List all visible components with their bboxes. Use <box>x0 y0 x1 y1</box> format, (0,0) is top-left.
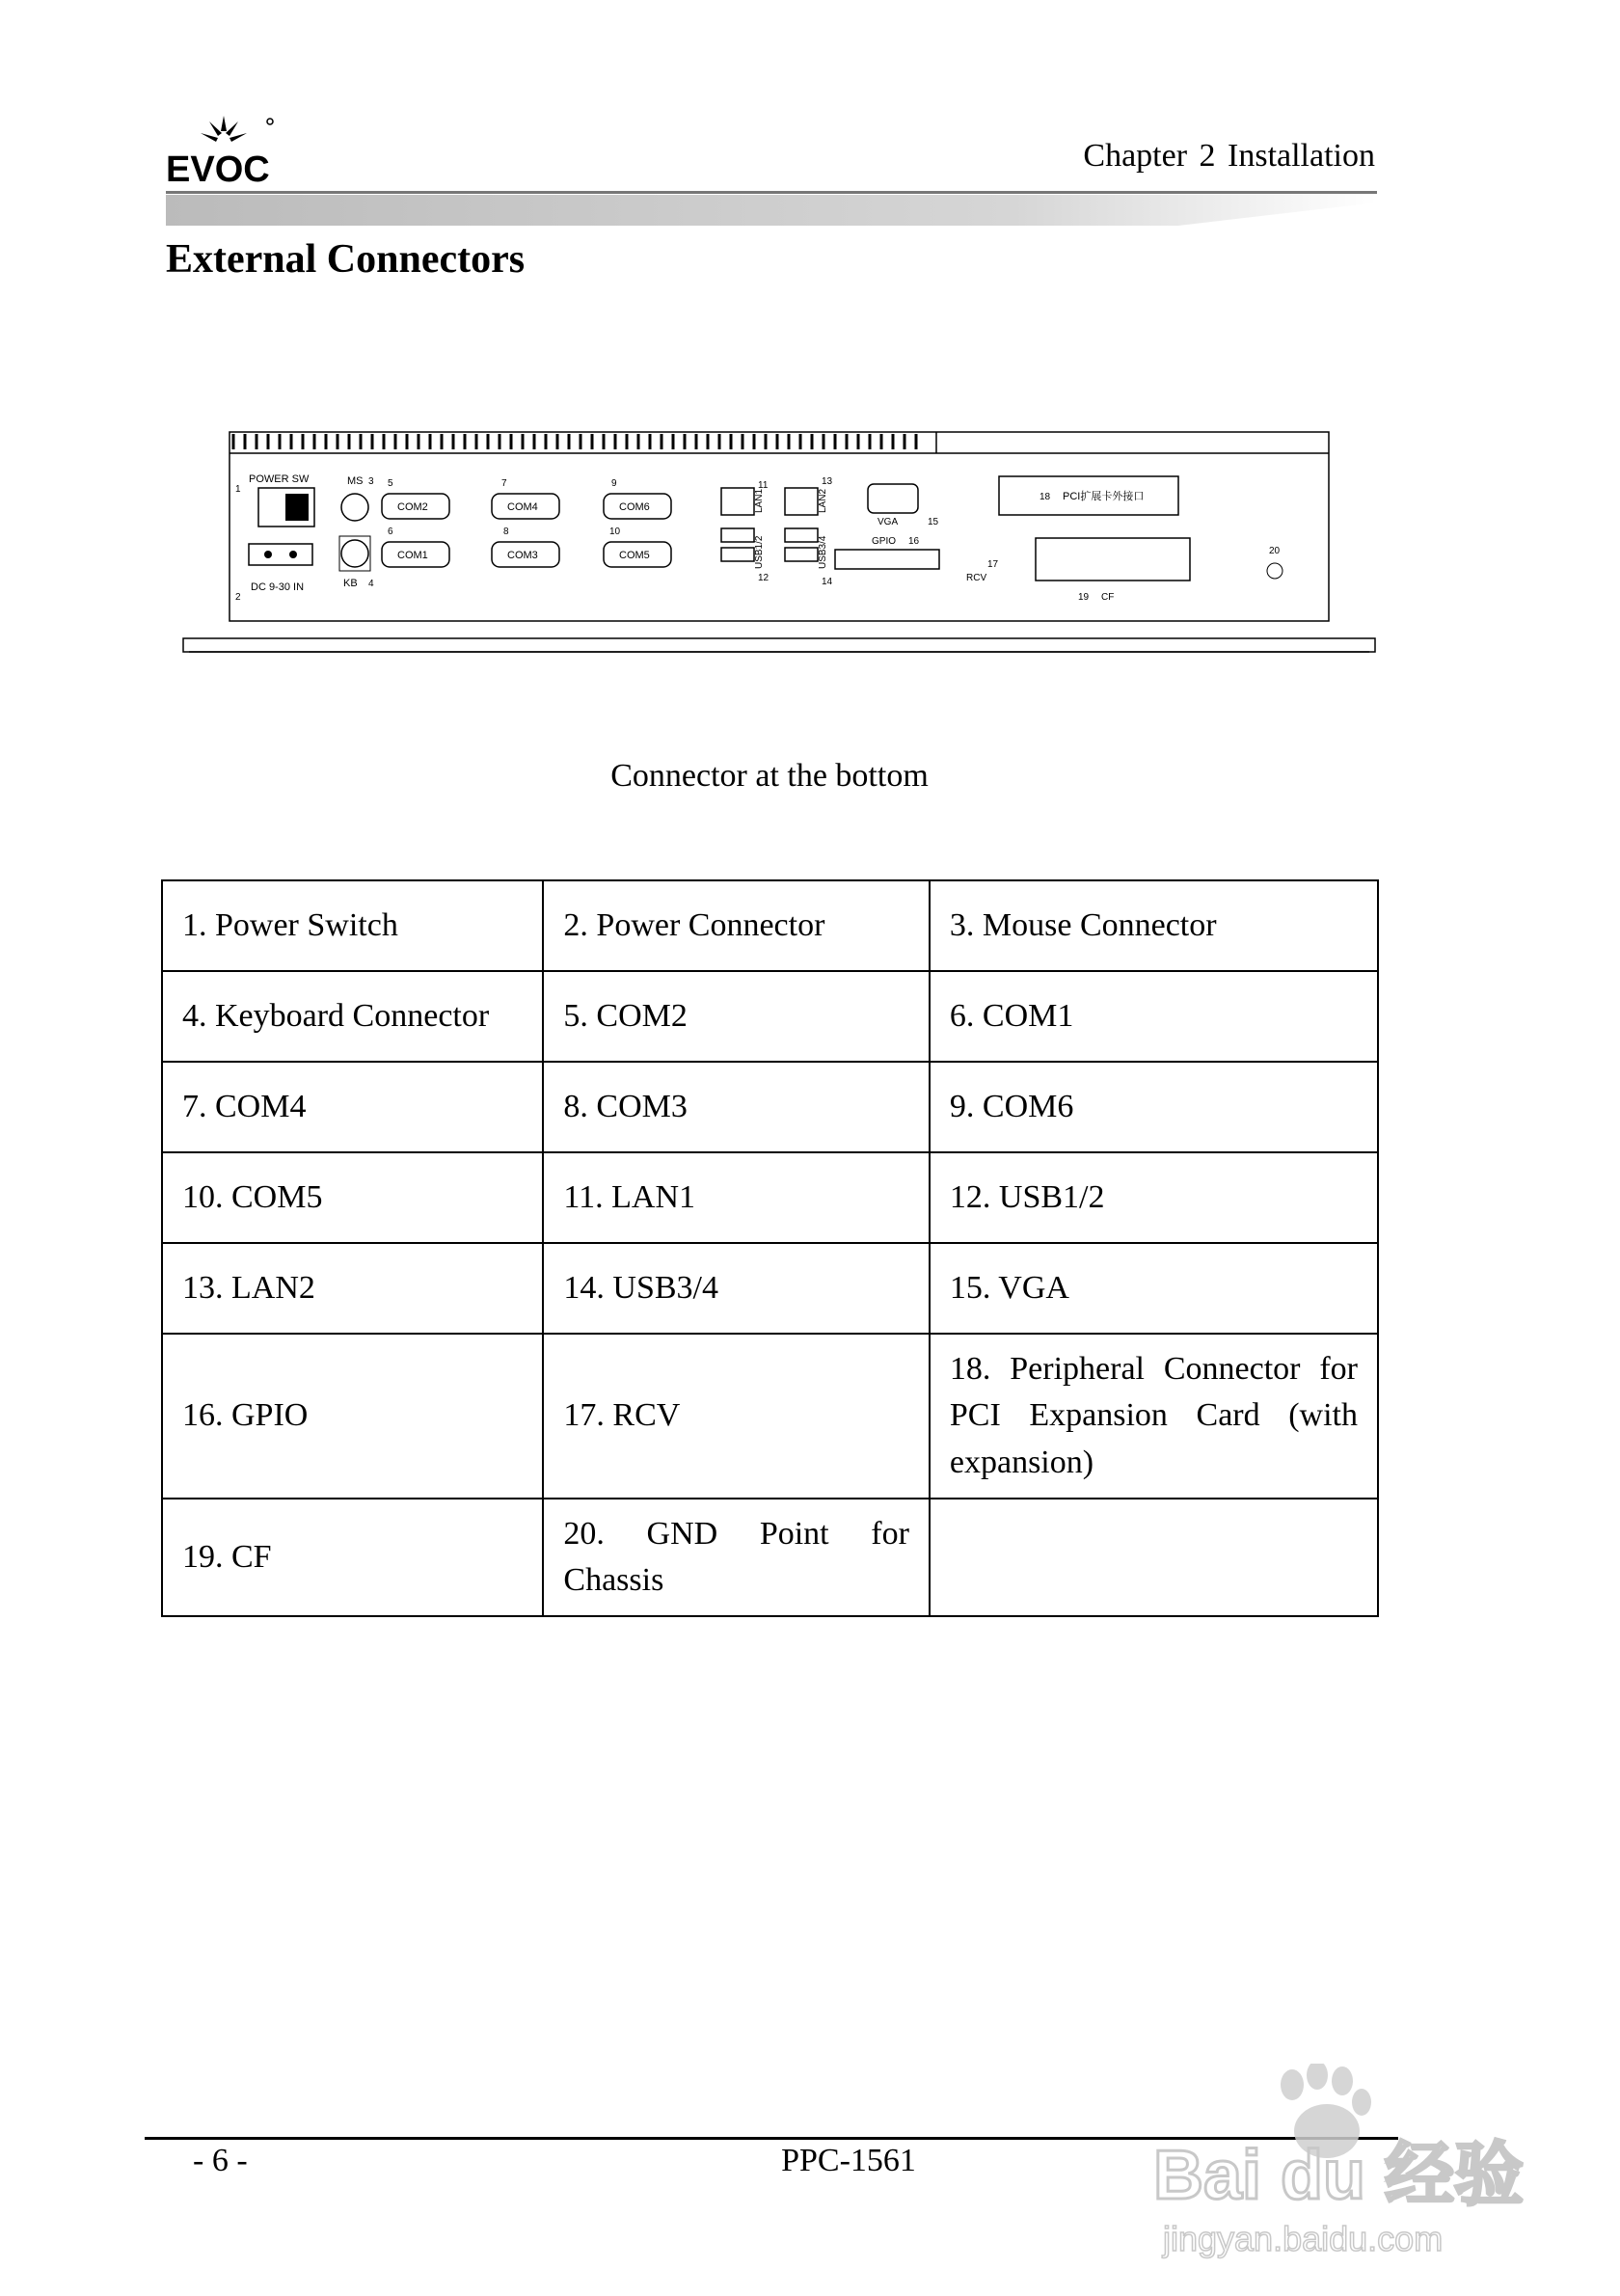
table-cell: 1. Power Switch <box>162 880 543 971</box>
label-lan1: LAN1 <box>754 488 765 513</box>
label-usb34: USB3/4 <box>818 535 828 569</box>
label-com2: COM2 <box>397 501 428 513</box>
table-cell: 14. USB3/4 <box>543 1243 929 1334</box>
label-power-sw: POWER SW <box>249 473 310 485</box>
table-row <box>162 971 1378 1062</box>
table-cell: 2. Power Connector <box>543 880 929 971</box>
label-dc-in: DC 9-30 IN <box>251 581 305 593</box>
table-cell: 20. GND Point for Chassis <box>543 1499 929 1617</box>
callout-20: 20 <box>1269 546 1281 556</box>
label-usb12: USB1/2 <box>754 535 765 569</box>
callout-2: 2 <box>235 592 241 603</box>
label-lan2: LAN2 <box>818 488 828 513</box>
keyboard-port-shape <box>341 540 368 567</box>
label-ms: MS <box>347 475 364 487</box>
label-com6: COM6 <box>619 501 650 513</box>
table-cell: 7. COM4 <box>162 1062 543 1152</box>
label-com4: COM4 <box>507 501 538 513</box>
table-row <box>162 1243 1378 1334</box>
table-cell: 6. COM1 <box>930 971 1378 1062</box>
logo-text: EVOC <box>166 149 270 185</box>
gnd-point-shape <box>1267 563 1282 579</box>
watermark-brand: Bai du 经验 <box>1153 2137 1525 2214</box>
callout-16: 16 <box>908 536 920 547</box>
table-cell: 5. COM2 <box>543 971 929 1062</box>
callout-5: 5 <box>388 478 393 489</box>
power-connector-shape <box>249 544 312 565</box>
model-name: PPC-1561 <box>781 2143 916 2178</box>
table-cell: 8. COM3 <box>543 1062 929 1152</box>
label-com3: COM3 <box>507 550 538 561</box>
table-cell: 13. LAN2 <box>162 1243 543 1334</box>
table-cell: 18. Peripheral Connector for PCI Expansion Card (with expansion) <box>930 1334 1378 1499</box>
callout-1: 1 <box>235 484 241 495</box>
callout-10: 10 <box>609 527 621 537</box>
callout-7: 7 <box>501 478 507 489</box>
callout-15: 15 <box>928 517 939 527</box>
label-com1: COM1 <box>397 550 428 561</box>
table-row <box>162 1062 1378 1152</box>
callout-4: 4 <box>368 579 374 589</box>
callout-9: 9 <box>611 478 617 489</box>
table-row <box>162 880 1378 971</box>
label-rcv: RCV <box>966 573 987 583</box>
label-kb: KB <box>343 578 358 589</box>
table-cell: 9. COM6 <box>930 1062 1378 1152</box>
label-cf: CF <box>1101 592 1115 603</box>
page-number: - 6 - <box>193 2143 248 2178</box>
baidu-watermark <box>1148 2064 1552 2266</box>
table-cell: 10. COM5 <box>162 1152 543 1243</box>
mouse-port-shape <box>341 494 368 521</box>
table-cell: 16. GPIO <box>162 1334 543 1499</box>
callout-6: 6 <box>388 527 393 537</box>
table-cell <box>930 1499 1378 1617</box>
table-cell: 15. VGA <box>930 1243 1378 1334</box>
connector-diagram <box>179 424 1379 696</box>
table-row <box>162 1499 1378 1617</box>
label-com5: COM5 <box>619 550 650 561</box>
table-cell: 4. Keyboard Connector <box>162 971 543 1062</box>
callout-8: 8 <box>503 527 509 537</box>
label-gpio: GPIO <box>872 536 897 547</box>
table-row <box>162 1152 1378 1243</box>
table-cell: 11. LAN1 <box>543 1152 929 1243</box>
table-cell: 19. CF <box>162 1499 543 1617</box>
watermark-url: jingyan.baidu.com <box>1163 2219 1444 2258</box>
callout-19: 19 <box>1078 592 1090 603</box>
callout-13: 13 <box>822 476 833 487</box>
callout-14: 14 <box>822 577 833 587</box>
section-title: External Connectors <box>166 237 526 282</box>
table-cell: 12. USB1/2 <box>930 1152 1378 1243</box>
table-cell: 3. Mouse Connector <box>930 880 1378 971</box>
callout-18: 18 <box>1040 492 1051 502</box>
table-cell: 17. RCV <box>543 1334 929 1499</box>
header-rule <box>166 191 1377 226</box>
chapter-heading: Chapter 2 Installation <box>1083 138 1375 174</box>
diagram-caption: Connector at the bottom <box>610 758 929 794</box>
callout-3: 3 <box>368 476 374 487</box>
table-row <box>162 1334 1378 1499</box>
label-vga: VGA <box>878 517 899 527</box>
connector-table <box>161 879 1379 1617</box>
label-pci: PCI扩展卡外接口 <box>1063 491 1145 502</box>
callout-17: 17 <box>987 559 999 570</box>
callout-12: 12 <box>758 573 770 583</box>
evoc-logo <box>166 108 282 185</box>
callout-11: 11 <box>758 480 769 491</box>
